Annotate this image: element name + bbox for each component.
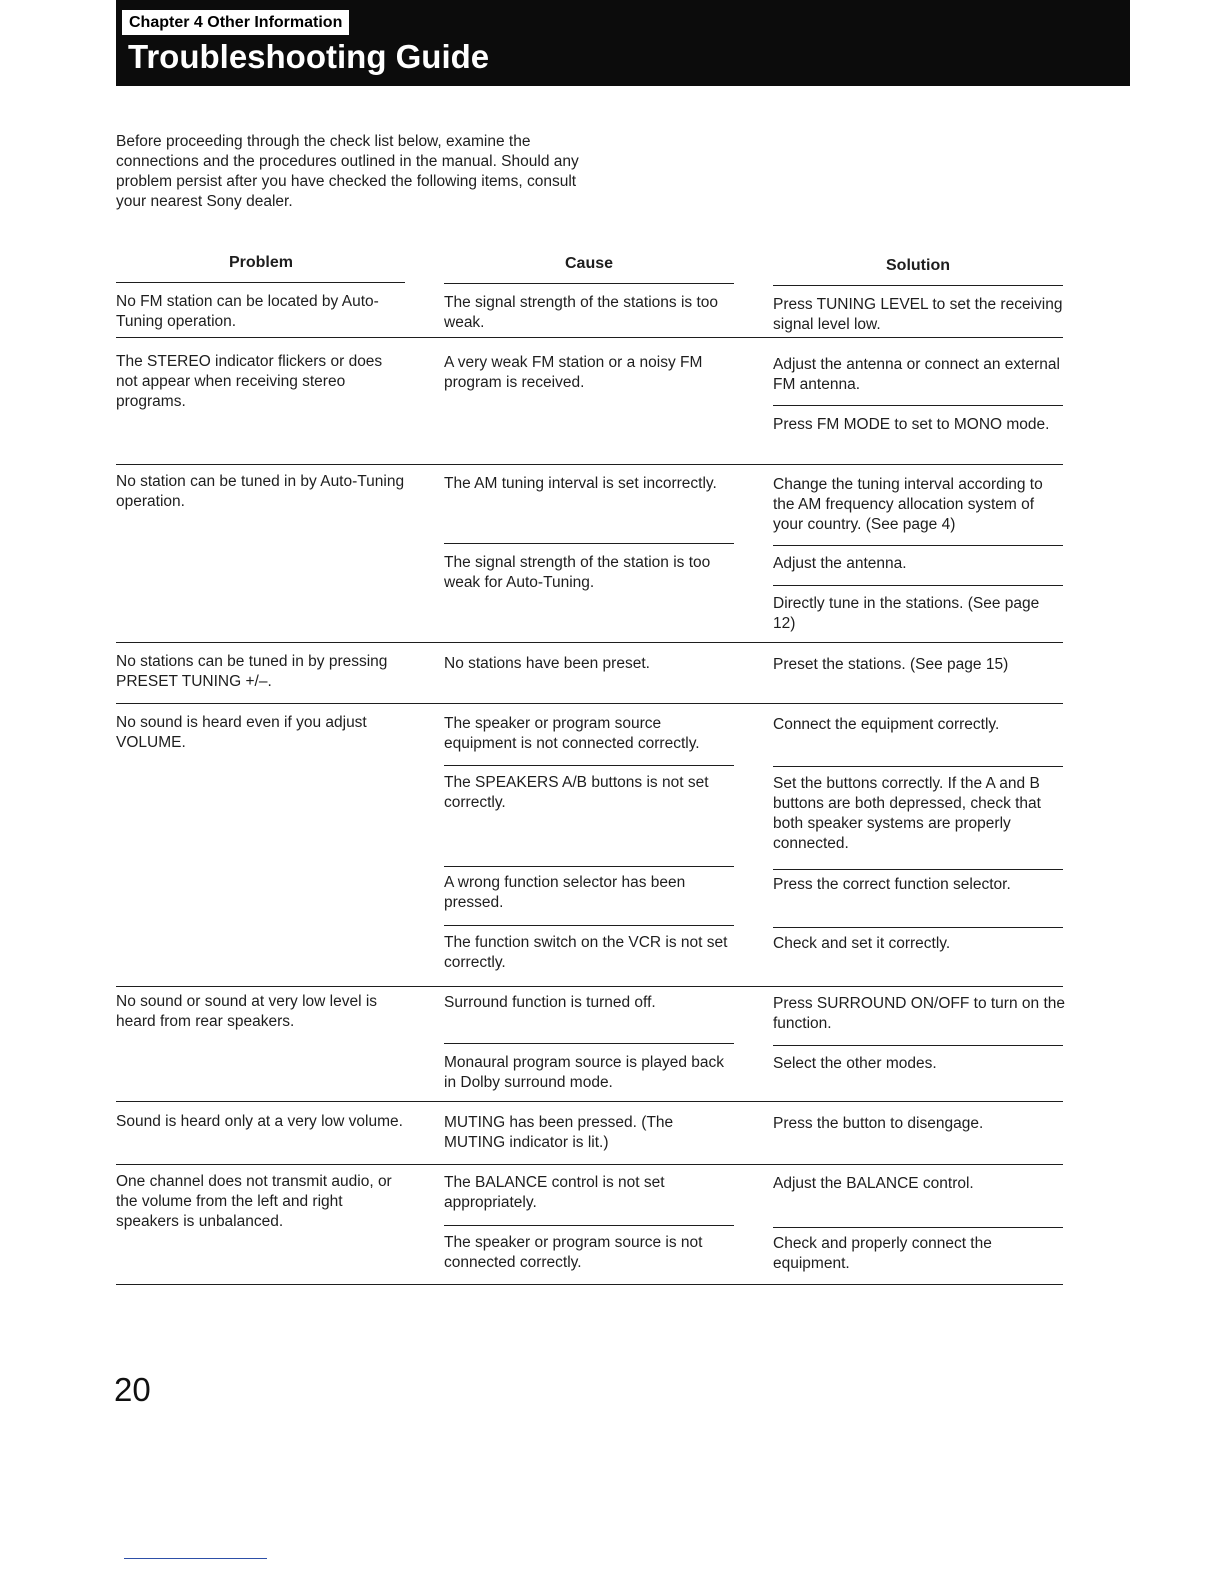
solution-subdivider: [773, 585, 1063, 586]
cause-cell: The BALANCE control is not set appropriately.: [444, 1174, 665, 1211]
cause-cell: Monaural program source is played back in Dolby surround mode.: [444, 1054, 724, 1091]
solution-cell: Directly tune in the stations. (See page 12): [773, 595, 1040, 632]
cause-cell: The AM tuning interval is set incorrectly.: [444, 475, 717, 492]
column-header-problem: Problem: [228, 254, 293, 271]
page-title: Troubleshooting Guide: [128, 38, 490, 75]
row-divider: [116, 1101, 1063, 1102]
row-divider: [116, 642, 1063, 643]
problem-cell: No FM station can be located by Auto-Tuning operation.: [116, 293, 379, 330]
intro-paragraph: Before proceeding through the check list below, examine the connections and the procedures outlined in the manual. Should any problem persist after you have checked the following items, consult your nearest Sony dealer.: [116, 133, 579, 210]
row-divider: [116, 986, 1063, 987]
solution-cell: Adjust the antenna or connect an external FM antenna.: [773, 356, 1060, 393]
solution-cell: Select the other modes.: [773, 1055, 937, 1072]
solution-cell: Press SURROUND ON/OFF to turn on the function.: [773, 995, 1065, 1032]
solution-cell: Press FM MODE to set to MONO mode.: [773, 416, 1050, 433]
cause-cell: The signal strength of the station is too weak for Auto-Tuning.: [444, 554, 711, 591]
cause-subdivider: [444, 765, 734, 766]
problem-cell: The STEREO indicator flickers or does not appear when receiving stereo programs.: [116, 353, 383, 410]
solution-subdivider: [773, 545, 1063, 546]
problem-cell: No station can be tuned in by Auto-Tuning operation.: [116, 473, 405, 510]
problem-cell: No sound or sound at very low level is heard from rear speakers.: [116, 993, 378, 1030]
solution-subdivider: [773, 869, 1063, 870]
page-number: 20: [114, 1371, 151, 1408]
cause-cell: The SPEAKERS A/B buttons is not set correctly.: [444, 774, 709, 811]
cause-subdivider: [444, 866, 734, 867]
row-divider: [116, 464, 1063, 465]
cause-subdivider: [444, 925, 734, 926]
cause-cell: The signal strength of the stations is too weak.: [444, 294, 718, 331]
row-divider: [116, 1164, 1063, 1165]
solution-subdivider: [773, 405, 1063, 406]
problem-cell: Sound is heard only at a very low volume.: [116, 1113, 403, 1130]
solution-subdivider: [773, 766, 1063, 767]
problem-cell: No stations can be tuned in by pressing PRESET TUNING +/–.: [116, 653, 388, 690]
header-rule-cause: [444, 283, 734, 284]
solution-subdivider: [773, 927, 1063, 928]
row-divider: [116, 703, 1063, 704]
solution-cell: Press TUNING LEVEL to set the receiving signal level low.: [773, 296, 1063, 333]
row-divider: [116, 337, 1063, 338]
solution-subdivider: [773, 1227, 1063, 1228]
cause-cell: A very weak FM station or a noisy FM program is received.: [444, 354, 703, 391]
footer-link-underline: [124, 1558, 267, 1559]
row-divider: [116, 1284, 1063, 1285]
problem-cell: One channel does not transmit audio, or the volume from the left and right speakers is unbalanced.: [116, 1173, 392, 1230]
column-header-solution: Solution: [886, 257, 950, 274]
cause-cell: Surround function is turned off.: [444, 994, 656, 1011]
solution-cell: Change the tuning interval according to the AM frequency allocation system of your country. (See page 4): [773, 476, 1043, 533]
solution-cell: Connect the equipment correctly.: [773, 716, 1000, 733]
solution-cell: Press the button to disengage.: [773, 1115, 984, 1132]
solution-cell: Set the buttons correctly. If the A and B buttons are both depressed, check that both speaker systems are properly connected.: [773, 775, 1041, 852]
solution-cell: Check and properly connect the equipment.: [773, 1235, 992, 1272]
problem-cell: No sound is heard even if you adjust VOLUME.: [116, 714, 367, 751]
solution-cell: Press the correct function selector.: [773, 876, 1011, 893]
header-rule-problem: [116, 282, 405, 283]
cause-subdivider: [444, 1225, 734, 1226]
cause-subdivider: [444, 1043, 734, 1044]
cause-cell: No stations have been preset.: [444, 655, 650, 672]
cause-cell: The speaker or program source equipment is not connected correctly.: [444, 715, 700, 752]
cause-subdivider: [444, 543, 734, 544]
cause-cell: MUTING has been pressed. (The MUTING indicator is lit.): [444, 1114, 674, 1151]
cause-cell: The speaker or program source is not connected correctly.: [444, 1234, 703, 1271]
column-header-cause: Cause: [564, 255, 614, 272]
solution-cell: Preset the stations. (See page 15): [773, 656, 1009, 673]
solution-cell: Adjust the BALANCE control.: [773, 1175, 974, 1192]
cause-cell: A wrong function selector has been pressed.: [444, 874, 686, 911]
solution-cell: Check and set it correctly.: [773, 935, 951, 952]
solution-cell: Adjust the antenna.: [773, 555, 907, 572]
cause-cell: The function switch on the VCR is not set correctly.: [444, 934, 728, 971]
header-rule-solution: [773, 285, 1063, 286]
solution-subdivider: [773, 1045, 1063, 1046]
chapter-label: Chapter 4 Other Information: [122, 10, 349, 35]
